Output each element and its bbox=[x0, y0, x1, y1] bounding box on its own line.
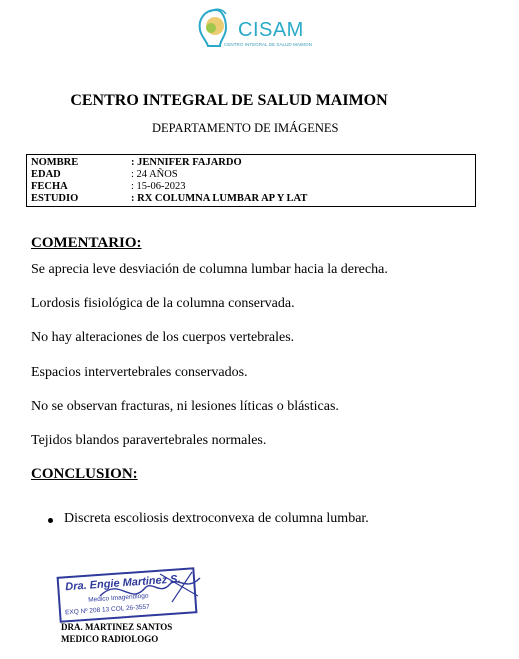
comment-line: Tejidos blandos paravertebrales normales. bbox=[31, 433, 267, 448]
conclusion-heading: CONCLUSION: bbox=[31, 466, 138, 482]
stamp-role: Medico Imagenólogo bbox=[88, 592, 149, 604]
patient-value: : RX COLUMNA LUMBAR AP Y LAT bbox=[131, 193, 308, 204]
patient-label: FECHA bbox=[31, 181, 68, 192]
patient-value: : 15-06-2023 bbox=[131, 181, 186, 192]
patient-label: EDAD bbox=[31, 169, 61, 180]
signature-title: MEDICO RADIOLOGO bbox=[61, 634, 159, 644]
department-label: DEPARTAMENTO DE IMÁGENES bbox=[152, 121, 339, 135]
logo-wordmark: CISAM bbox=[238, 19, 304, 41]
page-title: CENTRO INTEGRAL DE SALUD MAIMON bbox=[70, 92, 388, 109]
patient-value: : 24 AÑOS bbox=[131, 169, 178, 180]
signature-name: DRA. MARTINEZ SANTOS bbox=[61, 622, 173, 632]
stamp-ids: EXQ Nº 208 13 COL 26-3557 bbox=[64, 603, 151, 617]
conclusion-text: Discreta escoliosis dextroconvexa de columna lumbar. bbox=[64, 511, 369, 526]
logo-subtext: CENTRO INTEGRAL DE SALUD MAIMON bbox=[224, 42, 312, 47]
comment-line: No se observan fracturas, ni lesiones líticas o blásticas. bbox=[31, 399, 339, 414]
comment-line: Se aprecia leve desviación de columna lumbar hacia la derecha. bbox=[31, 262, 388, 277]
patient-value: : JENNIFER FAJARDO bbox=[131, 157, 242, 168]
bullet-icon bbox=[48, 518, 53, 523]
handwritten-signature bbox=[90, 566, 210, 616]
patient-label: ESTUDIO bbox=[31, 193, 79, 204]
stamp-name: Dra. Engie Martinez S. bbox=[64, 573, 181, 594]
comment-line: Espacios intervertebrales conservados. bbox=[31, 365, 248, 380]
comment-line: No hay alteraciones de los cuerpos vertebrales. bbox=[31, 330, 295, 345]
logo-head-icon bbox=[186, 4, 246, 56]
cisam-logo bbox=[186, 4, 321, 56]
patient-label: NOMBRE bbox=[31, 157, 79, 168]
comment-line: Lordosis fisiológica de la columna conservada. bbox=[31, 296, 295, 311]
comment-heading: COMENTARIO: bbox=[31, 235, 142, 251]
patient-info-box bbox=[26, 154, 476, 207]
